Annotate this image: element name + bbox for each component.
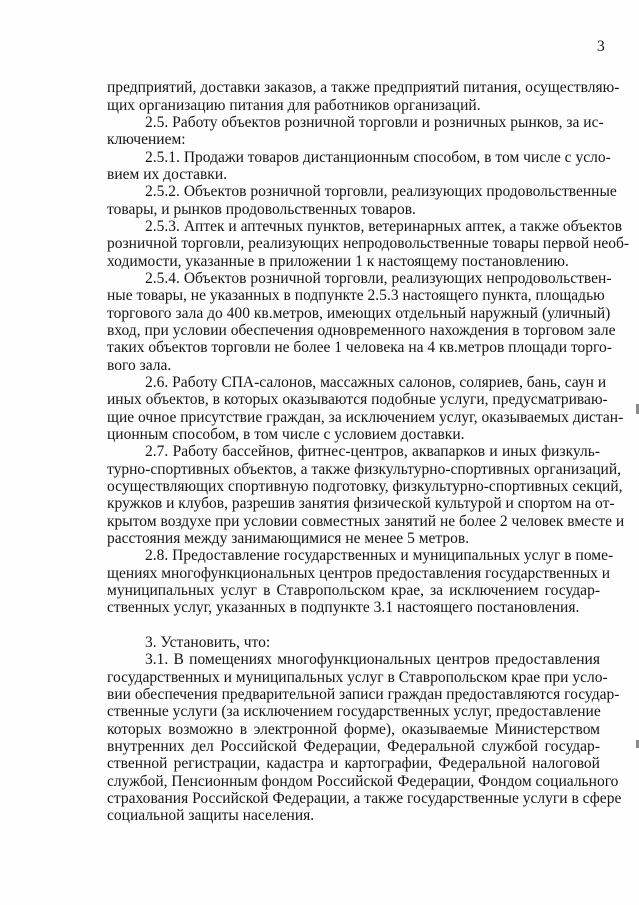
text-line: 3. Установить, что: [145,634,271,651]
text-line: ственной регистрации, кадастра и картографии, Федеральной налоговой [107,755,600,772]
text-line: страхования Российской Федерации, а также государственные услуги в сфере [107,790,622,807]
text-line: вход, при условии обеспечения одновременного нахождения в торговом зале [107,322,616,339]
text-line: товары, и рынков продовольственных товаров. [107,201,416,218]
text-line: 2.6. Работу СПА-салонов, массажных салонов, соляриев, бань, саун и [145,374,607,391]
text-line: ходимости, указанные в приложении 1 к настоящему постановлению. [107,253,569,270]
text-line: ственные услуги (за исключением государственных услуг, предоставление [107,703,601,720]
text-line: 2.8. Предоставление государственных и муниципальных услуг в поме- [145,547,614,564]
text-line: турно-спортивных объектов, а также физкультурно-спортивных организаций, [107,461,622,478]
text-line: крытом воздухе при условии совместных занятий не более 2 человек вместе и [107,513,625,530]
text-line: 2.7. Работу бассейнов, фитнес-центров, аквапарков и иных физкуль- [145,443,600,460]
text-line: 2.5. Работу объектов розничной торговли и розничных рынков, за ис- [145,114,604,131]
text-line: ственных услуг, указанных в подпункте 3.1 настоящего постановления. [107,599,580,616]
text-line: кружков и клубов, разрешив занятия физической культурой и спортом на от- [107,495,615,512]
text-line: ционным способом, в том числе с условием доставки. [107,426,465,443]
text-line: 3.1. В помещениях многофункциональных центров предоставления [145,651,600,668]
text-line: таких объектов торговли не более 1 человека на 4 кв.метров площади торго- [107,339,612,356]
text-line: торгового зала до 400 кв.метров, имеющих отдельный наружный (уличный) [107,305,611,322]
text-line: 2.5.4. Объектов розничной торговли, реализующих непродовольствен- [145,270,612,287]
text-line: розничной торговли, реализующих непродовольственные товары первой необ- [107,235,630,252]
text-line: 2.5.2. Объектов розничной торговли, реализующих продовольственные [145,183,617,200]
text-line: иных объектов, в которых оказываются подобные услуги, предусматриваю- [107,391,608,408]
text-line: внутренних дел Российской Федерации, Федеральной службой государ- [107,738,600,755]
text-line: ключением: [107,131,186,148]
text-line: вии обеспечения предварительной записи граждан предоставляются государ- [107,686,620,703]
text-line: щих организацию питания для работников организаций. [107,97,481,114]
text-line: которых возможно в электронной форме), оказываемые Министерством [107,721,600,738]
text-line: вием их доставки. [107,166,228,183]
text-line: вого зала. [107,357,172,374]
text-line: осуществляющих спортивную подготовку, физкультурно-спортивных секций, [107,478,623,495]
text-line: расстояния между занимающимися не менее 5 метров. [107,530,470,547]
page-number: 3 [597,38,605,55]
text-line: государственных и муниципальных услуг в Ставропольском крае при усло- [107,669,608,686]
text-line: 2.5.3. Аптек и аптечных пунктов, ветеринарных аптек, а также объектов [145,218,623,235]
text-line: социальной защиты населения. [107,807,315,824]
text-line: 2.5.1. Продажи товаров дистанционным способом, в том числе с усло- [145,149,611,166]
text-line: щениях многофункциональных центров предоставления государственных и [107,565,611,582]
text-line: предприятий, доставки заказов, а также предприятий питания, осуществляю- [107,79,620,96]
text-line: службой, Пенсионным фондом Российской Федерации, Фондом социального [107,773,619,790]
text-line: муниципальных услуг в Ставропольском крае, за исключением государ- [107,582,600,599]
text-line: ные товары, не указанных в подпункте 2.5.3 настоящего пункта, площадью [107,287,605,304]
text-line: щие очное присутствие граждан, за исключением услуг, оказываемых дистан- [107,409,624,426]
